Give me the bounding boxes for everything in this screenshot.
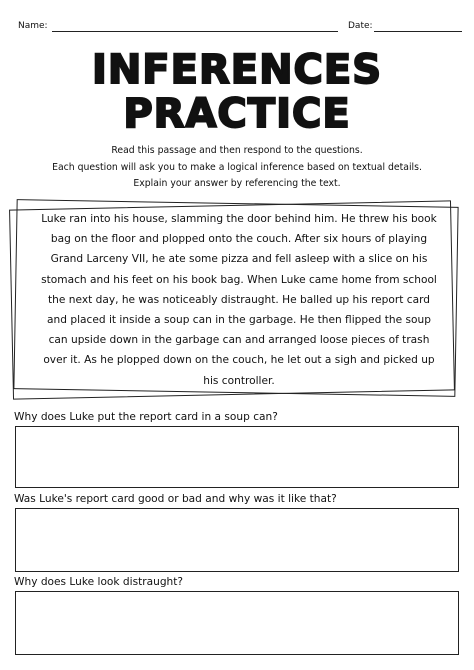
answer-box-2[interactable] xyxy=(15,508,459,572)
question-2: Was Luke's report card good or bad and why was it like that? xyxy=(14,493,337,505)
passage-line: stomach and his feet on his book bag. When Luke came home from school xyxy=(41,273,437,286)
instruction-line: Read this passage and then respond to the questions. xyxy=(111,145,363,156)
instruction-line: Each question will ask you to make a logical inference based on textual details. xyxy=(52,161,422,173)
passage-line: Grand Larceny VII, he ate some pizza and fell asleep with a slice on his xyxy=(50,253,428,266)
name-line[interactable] xyxy=(52,31,338,32)
instructions xyxy=(20,143,454,193)
question-1: Why does Luke put the report card in a soup can? xyxy=(14,411,278,423)
passage-line: Luke ran into his house, slamming the door behind him. He threw his book xyxy=(41,213,437,225)
date-label: Date: xyxy=(348,21,373,31)
passage-text xyxy=(27,209,451,391)
passage-box xyxy=(11,201,463,401)
name-label: Name: xyxy=(18,21,48,31)
instruction-line: Explain your answer by referencing the text. xyxy=(133,178,341,189)
passage-line: bag on the floor and plopped onto the couch. After six hours of playing xyxy=(50,233,428,246)
question-3: Why does Luke look distraught? xyxy=(14,576,184,588)
page-title-line-1: INFERENCES xyxy=(91,47,383,93)
passage-line: over it. As he plopped down on the couch, he let out a sigh and picked up xyxy=(43,354,435,367)
date-line[interactable] xyxy=(374,31,462,32)
passage-line: can upside down in the garbage can and arranged loose pieces of trash xyxy=(48,334,430,347)
passage-line: and placed it inside a soup can in the garbage. He then flipped the soup xyxy=(47,314,431,327)
answer-box-3[interactable] xyxy=(15,591,459,655)
name-date-row xyxy=(12,18,462,34)
page-title-line-2: PRACTICE xyxy=(123,91,351,137)
answer-box-1[interactable] xyxy=(15,426,459,488)
passage-line: his controller. xyxy=(203,374,275,387)
passage-line: the next day, he was noticeably distraught. He balled up his report card xyxy=(48,293,430,306)
